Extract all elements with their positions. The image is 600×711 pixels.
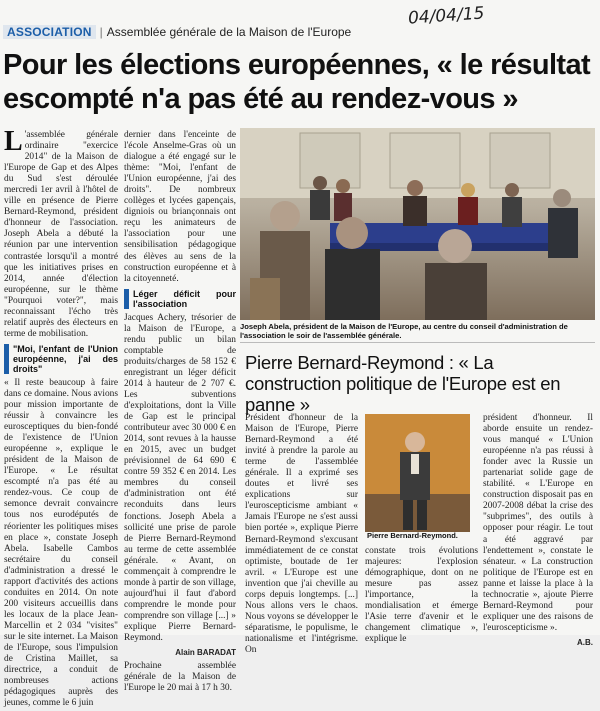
next-meeting-note: Prochaine assemblée générale de la Maison de l'Europe le 20 mai à 17 h 30. — [124, 661, 236, 694]
subheading-deficit: Léger déficit pour l'association — [124, 289, 236, 309]
box-paragraph-1: Président d'honneur de la Maison de l'Europe, Pierre Bernard-Reymond a été invité à prendre la parole au terme de l'assemblée générale. Il a exprimé ses doutes et livré ses explications sur l'euroscepticisme ambiant « Jamais l'Europe ne s'est aussi bien portée », explique Pierre Bernard-Reymond s'excusant immédiatement de ce constat optimiste, boutade de 1er avril. « L'Europe est une invention que j'ai cheville au corps depuis longtemps. [...] Nous allons vers le chaos. Nous voyons se développer le séparatisme, le populisme, le nationalisme et l'intégrisme. On — [245, 413, 358, 655]
box-byline: A.B. — [577, 637, 593, 647]
board-meeting-photo — [240, 128, 595, 320]
section-subtitle: Assemblée générale de la Maison de l'Europe — [106, 25, 352, 39]
subheading-rights: "Moi, l'enfant de l'Union européenne, j'ai des droits" — [4, 344, 118, 374]
box-column-2 — [365, 546, 478, 647]
intro-paragraph — [4, 126, 118, 340]
box-paragraph-3: président d'honneur. Il aborde ensuite un rendez-vous manqué « L'Union européenne n'a pas réussi à fonder avec la Russie un partenariat solide gage de stabilité. « L'Europe en construction disposait pas en 2007-2008 débat la crise des "subprimes", des outils à opposer pour réagir. Le tout a été aggravé par l'endettement », constate le sénateur. « La construction politique de l'Europe est en panne et laisse la place à la technocratie », ajoute Pierre Bernard-Reymond pour expliquer une des raisons de l'euroscepticisme ». — [483, 413, 593, 633]
photo-caption: Joseph Abela, président de la Maison de l'Europe, au centre du conseil d'administration de l'association le soir de l'assemblée générale. — [240, 322, 568, 340]
speaker-illustration — [365, 414, 470, 532]
section-tag: ASSOCIATION — [3, 25, 96, 39]
paragraph-finance: Jacques Achery, trésorier de la Maison de l'Europe, a rendu public un bilan comptable de produits/charges de 58 152 € enregistrant un léger déficit 2014 à hauteur de 2 707 €. Les subventions d'exploitations, dont la Ville de Gap est le principal contributeur avec 30 000 € en 2014, sont revues à la hausse en 2015, avec un budget prévisionnel de 64 690 € contre 59 352 € en 2014. Les membres du conseil d'administration ont été reconduits dans leurs fonctions. Joseph Abela a sollicité une prise de parole de Pierre Bernard-Reymond au terme de cette assemblée générale. « Avant, on commençait à comprendre le monde à partir de son village, aujourd'hui il faut d'abord comprendre le monde pour comprendre son village [...] » explique Pierre Bernard-Reymond. — [124, 312, 236, 644]
paragraph-school: dernier dans l'enceinte de l'école Anselme-Gras où un dialogue a été engagé sur le thème: "Moi, l'enfant de l'Union européenne, j'ai des droits". De nombreux collèges et lycées gapençais, digniois ou briançonnais ont reçu les animateurs de l'association pour une sensibilisation pédagogique des élèves au sens de la construction européenne et à la citoyenneté. — [124, 130, 236, 284]
article-headline: Pour les élections européennes, « le résultat escompté n'a pas été au rendez-vous » — [3, 49, 591, 115]
handwritten-date: 04/04/15 — [407, 3, 485, 29]
drop-cap: L — [4, 126, 23, 157]
article-column-2 — [124, 130, 236, 696]
box-column-3 — [483, 413, 593, 648]
intro-text: 'assemblée générale ordinaire "exercice 2014" de la Maison de l'Europe de Gap et des Alpes du Sud s'est déroulée mercredi 1er avril à l'hôtel de ville en présence de Pierre Bernard-Reymond, président d'honneur de l'association. Joseph Abela a débuté la réunion par une intervention contrastée lorsqu'il a montré que les initiatives prises en 2014, année d'élection européenne, sur le thème "Pourquoi voter?", mais reconnaissant l'écho très relatif auprès des électeurs en terme de mobilisation. — [4, 130, 118, 339]
author-byline: Alain BARADAT — [175, 648, 236, 658]
kicker-divider: | — [99, 25, 103, 39]
section-kicker — [3, 24, 351, 40]
article-column-1 — [4, 126, 118, 711]
body-paragraph: « Il reste beaucoup à faire dans ce domaine. Nous avions pour mission importante de réussir à convaincre les eurosceptiques du bien-fondé de l'existence de l'Union européenne », explique le président de la Maison de l'Europe. « Le résultat escompté n'a pas été au rendez-vous. Ce coup de semonce devrait convaincre tous nos eurodéputés de réorienter les politiques mises en place », constate Joseph Abela. Isabelle Cambos secrétaire du conseil d'administration a dressé le rapport d'activités des actions conduites en 2014. On note 200 visiteurs accueillis dans les locaux de la place Jean-Marcellin et 2 034 "visites" sur le site internet. La Maison de l'Europe, sous l'impulsion de Cristina Maillet, sa directrice, a conduit de nombreuses actions pédagogiques auprès des jeunes, comme le 6 juin — [4, 377, 118, 709]
box-column-1 — [245, 413, 358, 658]
box-paragraph-2: constate trois évolutions majeures: l'explosion démographique, dont on ne mesure pas assez l'importance, la mondialisation et émerge l'Asie terre d'avenir et le changement climatique », explique le — [365, 546, 478, 645]
speaker-caption: Pierre Bernard-Reymond. — [367, 531, 458, 540]
speaker-photo — [365, 414, 470, 532]
box-headline: Pierre Bernard-Reymond : « La construction politique de l'Europe est en panne » — [245, 352, 561, 415]
meeting-illustration — [240, 128, 595, 320]
